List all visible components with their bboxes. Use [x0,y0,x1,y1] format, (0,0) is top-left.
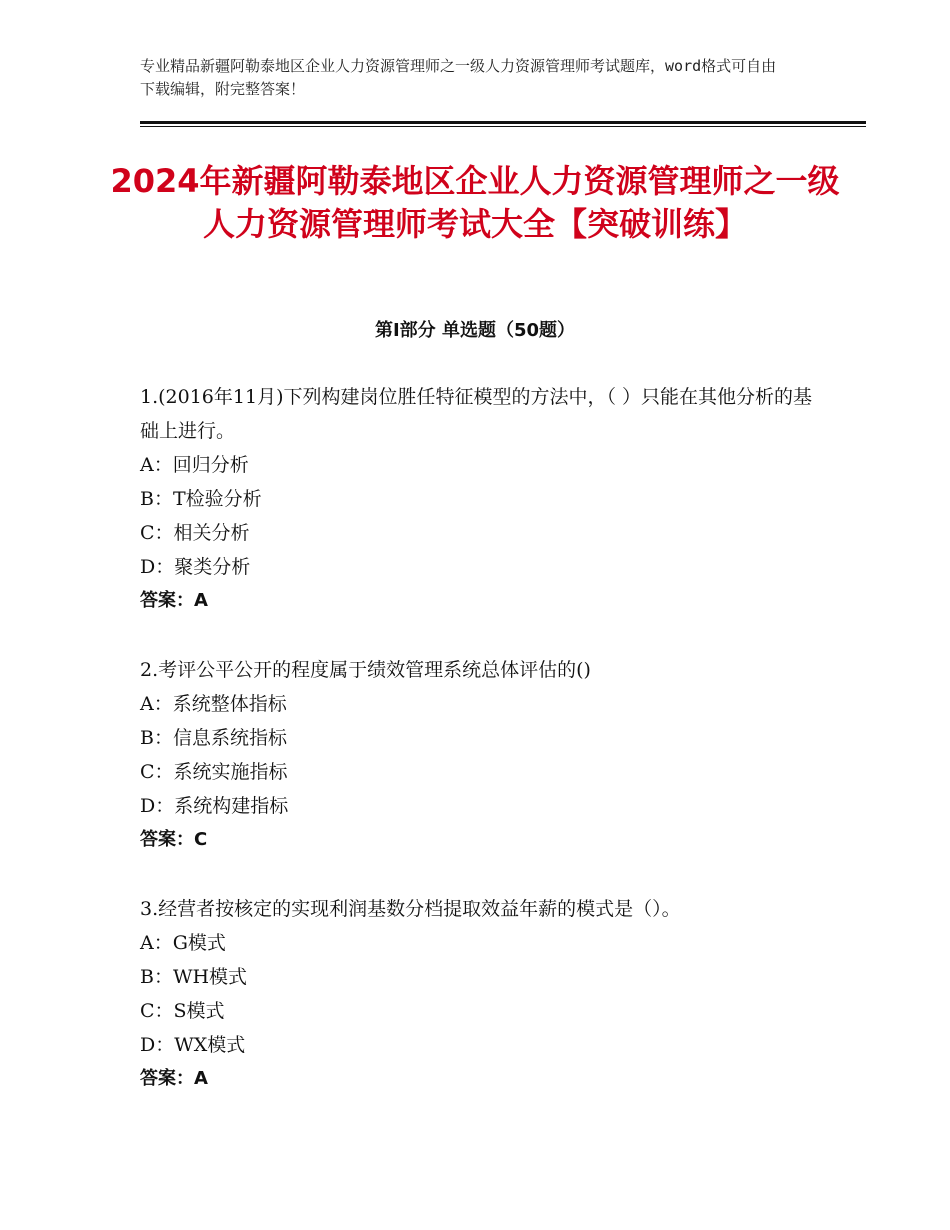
option-d: D：聚类分析 [140,556,251,578]
document-title: 2024年新疆阿勒泰地区企业人力资源管理师之一级人力资源管理师考试大全【突破训练】 [110,162,840,243]
option-a: A：G模式 [140,932,226,954]
header-rule-thick [140,121,866,124]
question-stem: 3.经营者按核定的实现利润基数分档提取效益年薪的模式是（）。 [140,898,681,920]
option-a: A：回归分析 [140,454,249,476]
answer: 答案：C [140,829,208,850]
option-c: C：S模式 [140,1000,225,1022]
question-2 [140,653,820,857]
option-b: B：信息系统指标 [140,727,287,749]
question-1 [140,380,820,618]
option-c: C：系统实施指标 [140,761,288,783]
option-c: C：相关分析 [140,522,250,544]
question-stem: 1.(2016年11月)下列构建岗位胜任特征模型的方法中，（ ）只能在其他分析的基础上进行。 [140,386,813,442]
header-rule-thin [140,126,866,127]
question-3 [140,892,820,1096]
option-b: B：WH模式 [140,966,248,988]
section-heading: 第Ⅰ部分 单选题（50题） [374,320,575,341]
answer: 答案：A [140,1068,208,1089]
question-stem: 2.考评公平公开的程度属于绩效管理系统总体评估的() [140,659,591,681]
option-b: B：T检验分析 [140,488,262,510]
option-a: A：系统整体指标 [140,693,287,715]
option-d: D：系统构建指标 [140,795,289,817]
option-d: D：WX模式 [140,1034,246,1056]
header-note: 专业精品新疆阿勒泰地区企业人力资源管理师之一级人力资源管理师考试题库，word格式可自由下载编辑，附完整答案！ [140,57,777,98]
answer: 答案：A [140,590,208,611]
